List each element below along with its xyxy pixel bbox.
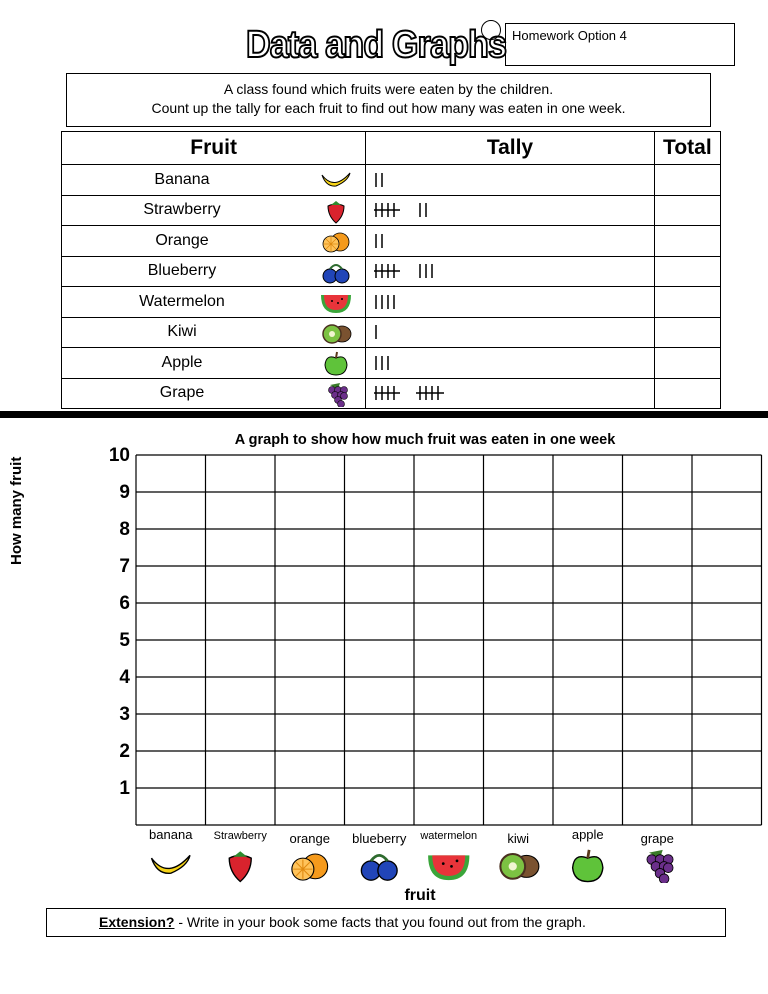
x-category-label: apple	[571, 827, 604, 842]
fruit-name: Banana	[154, 170, 210, 188]
tally-marks	[374, 292, 504, 312]
watermelon-icon	[319, 289, 353, 315]
tally-marks	[374, 231, 504, 251]
tally-marks	[374, 170, 504, 190]
grape-icon	[647, 850, 673, 884]
fruit-cell	[62, 195, 366, 226]
total-input-cell[interactable]	[654, 317, 720, 348]
bar-graph-grid	[0, 440, 768, 890]
homework-option-box: Homework Option 4	[505, 23, 735, 66]
fruit-cell	[62, 378, 366, 409]
fruit-name: Orange	[155, 231, 209, 249]
tally-header: Tally	[366, 132, 654, 165]
x-category-label: Strawberry	[213, 830, 267, 842]
kiwi-icon	[500, 854, 539, 879]
y-tick-label: 8	[119, 519, 130, 540]
watermelon-icon	[428, 855, 469, 880]
fruit-cell	[62, 256, 366, 287]
total-input-cell[interactable]	[654, 195, 720, 226]
tally-cell	[366, 226, 654, 257]
x-axis-label: fruit	[404, 887, 436, 904]
tally-cell	[366, 287, 654, 318]
tally-marks	[374, 200, 504, 220]
y-tick-label: 4	[119, 667, 130, 688]
fruit-name: Watermelon	[139, 292, 225, 310]
fruit-cell	[62, 317, 366, 348]
graph-title: A graph to show how much fruit was eaten in one week	[234, 432, 616, 448]
total-input-cell[interactable]	[654, 256, 720, 287]
orange-icon	[292, 854, 328, 880]
y-tick-label: 1	[119, 778, 130, 799]
y-tick-label: 10	[108, 445, 130, 466]
fruit-name: Kiwi	[167, 323, 197, 341]
y-tick-label: 9	[119, 482, 130, 503]
y-tick-label: 7	[119, 556, 130, 577]
table-row	[62, 317, 721, 348]
tally-cell	[366, 317, 654, 348]
banana-icon	[319, 167, 353, 193]
tally-cell	[366, 195, 654, 226]
table-row	[62, 165, 721, 196]
table-row	[62, 195, 721, 226]
table-row	[62, 348, 721, 379]
apple-icon	[319, 350, 353, 376]
total-input-cell[interactable]	[654, 378, 720, 409]
fruit-name: Grape	[159, 384, 205, 402]
tally-table-header	[62, 132, 721, 165]
y-tick-label: 6	[119, 593, 130, 614]
instructions-box	[66, 73, 711, 127]
x-category-label: watermelon	[420, 830, 478, 842]
page-title: Data and Graphs	[246, 24, 507, 66]
y-tick-label: 3	[119, 704, 130, 725]
kiwi-icon	[319, 320, 353, 346]
table-row	[62, 287, 721, 318]
fruit-cell	[62, 165, 366, 196]
fruit-name: Blueberry	[147, 262, 217, 280]
strawberry-icon	[319, 198, 353, 224]
tally-marks	[374, 322, 504, 342]
apple-icon	[573, 850, 603, 882]
fruit-cell	[62, 348, 366, 379]
banana-icon	[152, 855, 191, 873]
section-divider	[0, 411, 768, 418]
x-category-label: grape	[640, 831, 674, 846]
tally-cell	[366, 165, 654, 196]
fruit-cell	[62, 287, 366, 318]
circle-icon	[481, 20, 501, 40]
y-tick-label: 2	[119, 741, 130, 762]
fruit-header: Fruit	[62, 132, 366, 165]
blueberry-icon	[319, 259, 353, 285]
y-axis-label: How many fruit	[8, 456, 25, 565]
x-category-label: kiwi	[507, 831, 530, 846]
tally-cell	[366, 348, 654, 379]
tally-cell	[366, 256, 654, 287]
tally-marks	[374, 383, 504, 403]
y-tick-label: 5	[119, 630, 130, 651]
extension-box	[46, 908, 726, 937]
extension-label: Extension?	[99, 914, 175, 930]
extension-text: - Write in your book some facts that you found out from the graph.	[174, 914, 586, 930]
total-input-cell[interactable]	[654, 165, 720, 196]
total-header: Total	[654, 132, 720, 165]
table-row	[62, 256, 721, 287]
grape-icon	[319, 381, 353, 407]
total-input-cell[interactable]	[654, 348, 720, 379]
fruit-cell	[62, 226, 366, 257]
tally-cell	[366, 378, 654, 409]
x-category-label: blueberry	[352, 831, 407, 846]
total-input-cell[interactable]	[654, 287, 720, 318]
fruit-name: Strawberry	[143, 201, 221, 219]
tally-marks	[374, 261, 504, 281]
tally-table	[61, 131, 721, 409]
total-input-cell[interactable]	[654, 226, 720, 257]
orange-icon	[319, 228, 353, 254]
blueberry-icon	[361, 855, 397, 880]
table-row	[62, 378, 721, 409]
fruit-name: Apple	[161, 353, 203, 371]
strawberry-icon	[229, 851, 251, 881]
tally-marks	[374, 353, 504, 373]
instructions-line-2: Count up the tally for each fruit to find out how many was eaten in one week.	[151, 100, 626, 116]
x-category-label: banana	[149, 827, 193, 842]
x-category-label: orange	[289, 831, 330, 846]
table-row	[62, 226, 721, 257]
instructions-line-1: A class found which fruits were eaten by the children.	[223, 81, 554, 97]
